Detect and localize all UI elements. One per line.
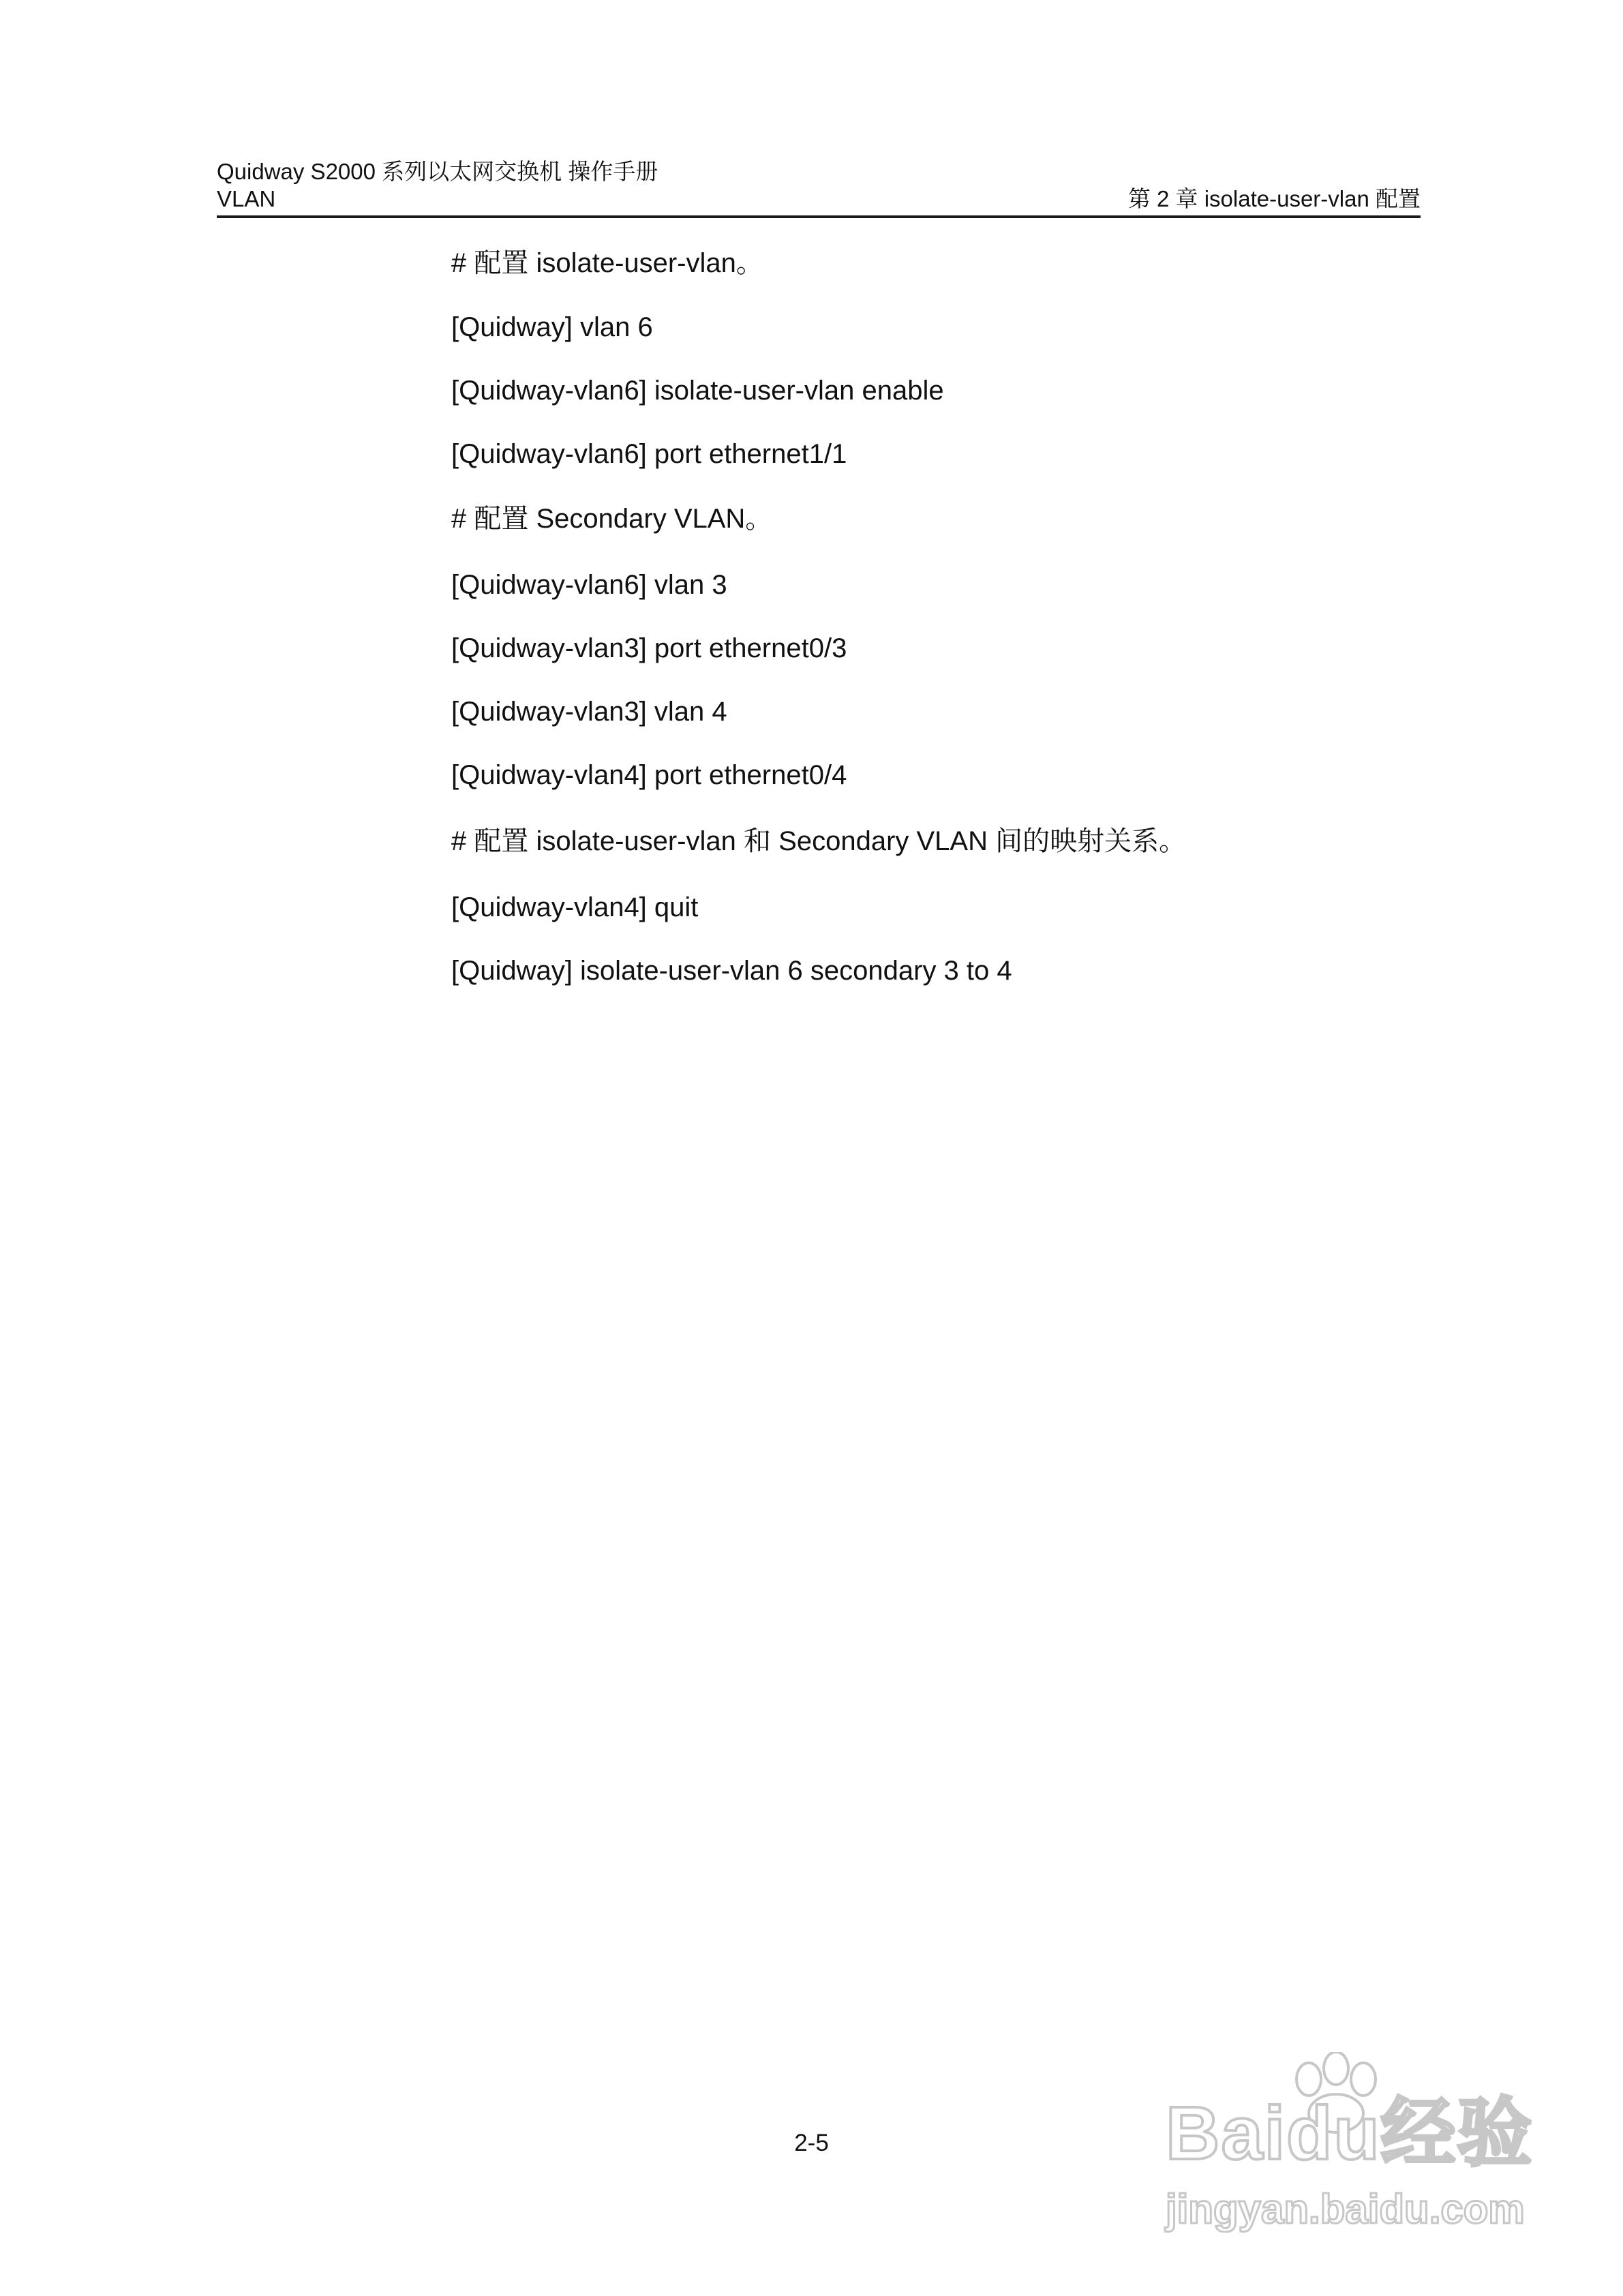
watermark-url: jingyan.baidu.com bbox=[1166, 2186, 1525, 2232]
comment-line: # 配置 isolate-user-vlan 和 Secondary VLAN 间的映射关系。 bbox=[451, 826, 1187, 856]
command-line: [Quidway-vlan6] port ethernet1/1 bbox=[451, 439, 847, 469]
manual-title: Quidway S2000 系列以太网交换机 操作手册 bbox=[217, 159, 658, 184]
baidu-watermark bbox=[1152, 2052, 1547, 2256]
command-line: [Quidway] vlan 6 bbox=[451, 312, 653, 342]
chapter-title: 第 2 章 isolate-user-vlan 配置 bbox=[1127, 186, 1421, 211]
page-header bbox=[217, 153, 1421, 218]
command-line: [Quidway-vlan6] vlan 3 bbox=[451, 570, 727, 600]
comment-line: # 配置 isolate-user-vlan。 bbox=[451, 248, 763, 278]
command-line: [Quidway-vlan3] port ethernet0/3 bbox=[451, 633, 847, 663]
command-line: [Quidway-vlan4] quit bbox=[451, 892, 699, 922]
command-line: [Quidway-vlan4] port ethernet0/4 bbox=[451, 760, 847, 790]
command-line: [Quidway] isolate-user-vlan 6 secondary 3 to 4 bbox=[451, 956, 1012, 986]
page-number: 2-5 bbox=[794, 2130, 829, 2156]
command-line: [Quidway-vlan3] vlan 4 bbox=[451, 697, 727, 727]
watermark-brand: Baidu经验 bbox=[1166, 2091, 1534, 2175]
header-divider bbox=[217, 215, 1421, 218]
command-line: [Quidway-vlan6] isolate-user-vlan enable bbox=[451, 376, 944, 406]
section-name: VLAN bbox=[217, 186, 276, 211]
comment-line: # 配置 Secondary VLAN。 bbox=[451, 504, 773, 534]
